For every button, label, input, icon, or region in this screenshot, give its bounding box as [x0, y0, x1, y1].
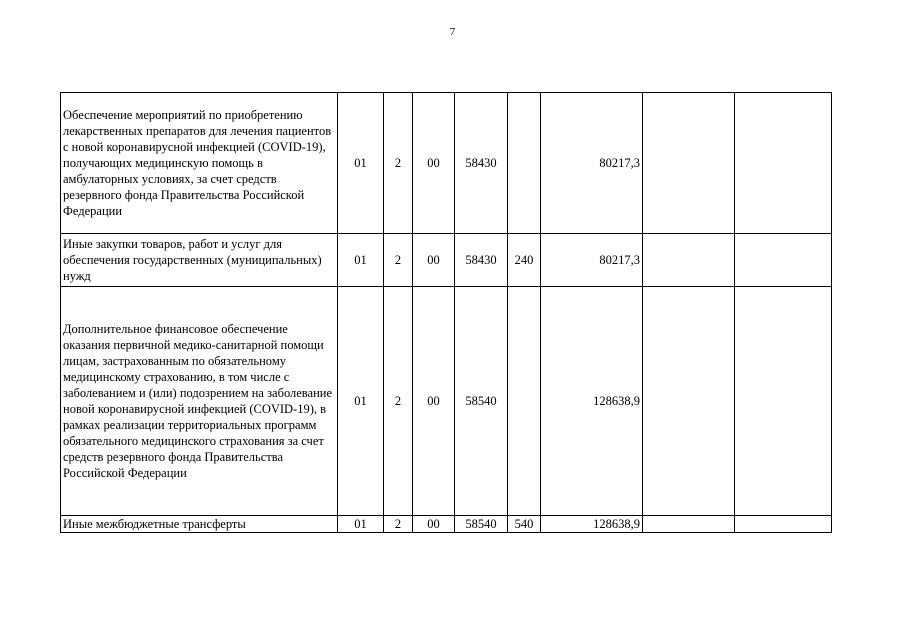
direction-code: 58540 [455, 287, 508, 516]
empty-cell [735, 287, 832, 516]
row-description: Обеспечение мероприятий по приобретению лекарственных препаратов для лечения пациентов с новой коронавирусной инфекцией (COVID-19), получающих медицинскую помощь в амбулаторных условиях, за счет средств резервного фонда Правительства Российской Федерации [61, 93, 338, 234]
section-code: 01 [338, 93, 384, 234]
table-row [61, 93, 832, 234]
empty-cell [643, 287, 735, 516]
direction-code: 58430 [455, 93, 508, 234]
row-description: Иные закупки товаров, работ и услуг для обеспечения государственных (муниципальных) нужд [61, 234, 338, 287]
empty-cell [735, 516, 832, 533]
empty-cell [735, 234, 832, 287]
program-code: 00 [413, 234, 455, 287]
row-description: Иные межбюджетные трансферты [61, 516, 338, 533]
direction-code: 58540 [455, 516, 508, 533]
budget-table [60, 92, 832, 533]
direction-code: 58430 [455, 234, 508, 287]
section-code: 01 [338, 516, 384, 533]
page-number: 7 [449, 26, 456, 38]
table-row [61, 234, 832, 287]
subsection-code: 2 [384, 287, 413, 516]
expense-type-code [508, 93, 541, 234]
program-code: 00 [413, 93, 455, 234]
table-row [61, 516, 832, 533]
row-description: Дополнительное финансовое обеспечение оказания первичной медико-санитарной помощи лицам, застрахованным по обязательному медицинскому страхованию, в том числе с заболеванием и (или) подозрением на заболевание новой коронавирусной инфекцией (COVID-19), в рамках реализации территориальных программ обязательного медицинского страхования за счет средств резервного фонда Правительства Российской Федерации [61, 287, 338, 516]
empty-cell [643, 234, 735, 287]
table-row [61, 287, 832, 516]
subsection-code: 2 [384, 234, 413, 287]
amount-cell: 80217,3 [541, 93, 643, 234]
subsection-code: 2 [384, 93, 413, 234]
empty-cell [643, 93, 735, 234]
program-code: 00 [413, 287, 455, 516]
expense-type-code [508, 287, 541, 516]
subsection-code: 2 [384, 516, 413, 533]
amount-cell: 128638,9 [541, 516, 643, 533]
section-code: 01 [338, 287, 384, 516]
amount-cell: 80217,3 [541, 234, 643, 287]
section-code: 01 [338, 234, 384, 287]
expense-type-code: 240 [508, 234, 541, 287]
program-code: 00 [413, 516, 455, 533]
amount-cell: 128638,9 [541, 287, 643, 516]
expense-type-code: 540 [508, 516, 541, 533]
empty-cell [643, 516, 735, 533]
empty-cell [735, 93, 832, 234]
